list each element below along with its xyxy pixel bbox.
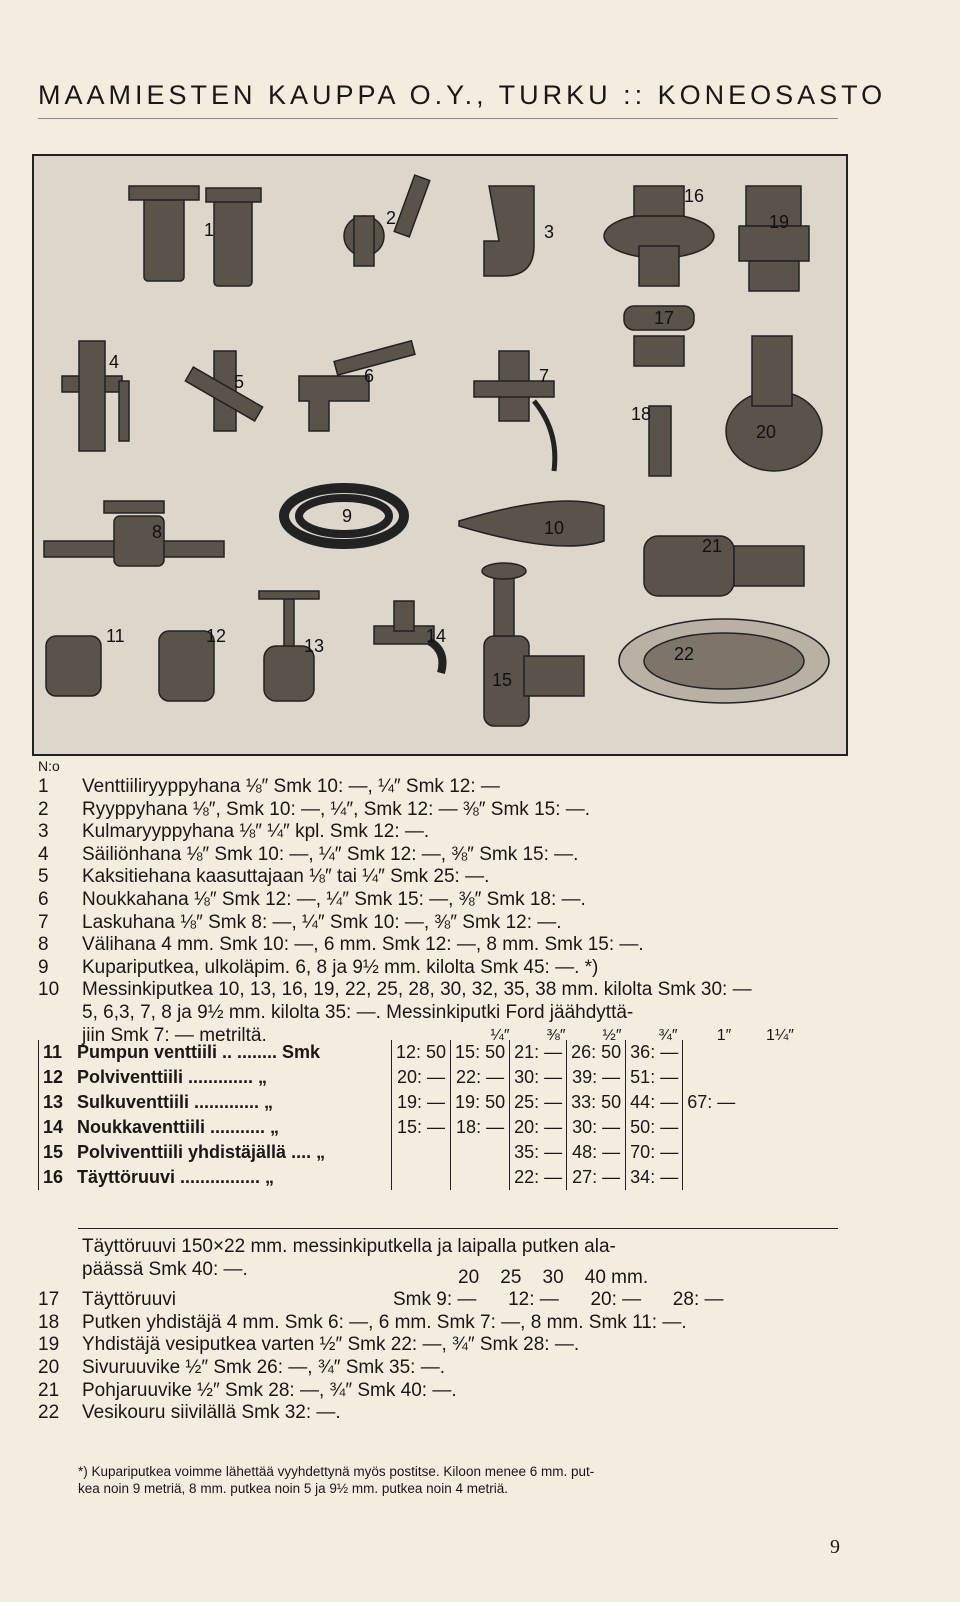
price-cell: 27: — bbox=[567, 1165, 626, 1190]
table-rule bbox=[78, 1228, 838, 1229]
price-cell bbox=[392, 1140, 451, 1165]
price-cell: 26: 50 bbox=[567, 1040, 626, 1065]
price-cell: 19: — bbox=[392, 1090, 451, 1115]
fig-label: 11 bbox=[106, 626, 125, 646]
item-text: Säiliönhana ⅛″ Smk 10: —, ¼″ Smk 12: —, ⅜″ Smk 15: —. bbox=[82, 843, 579, 865]
list-item bbox=[38, 1289, 848, 1312]
price-cell: 15: — bbox=[392, 1115, 451, 1140]
footnote-line: *) Kupariputkea voimme lähettää vyyhdettynä myös postitse. Kiloon menee 6 mm. put- bbox=[78, 1464, 595, 1479]
list-item bbox=[38, 1402, 848, 1425]
table-row bbox=[39, 1140, 740, 1165]
item-text: Välihana 4 mm. Smk 10: —, 6 mm. Smk 12: —, 8 mm. Smk 15: —. bbox=[82, 934, 644, 956]
fig-label: 9 bbox=[342, 506, 353, 526]
row-number: 11 bbox=[39, 1040, 74, 1065]
price-cell bbox=[683, 1040, 740, 1065]
item-prices: Smk 9: — 12: — 20: — 28: — bbox=[393, 1289, 724, 1311]
fig-label: 1 bbox=[204, 220, 215, 240]
fig-label: 4 bbox=[109, 352, 120, 372]
row-name: Noukkaventtiili ........... „ bbox=[77, 1117, 280, 1137]
item-number: 21 bbox=[38, 1379, 60, 1401]
list-item bbox=[38, 776, 848, 799]
item-number: 6 bbox=[38, 888, 49, 910]
row-name: Polviventtiili ............. „ bbox=[77, 1067, 268, 1087]
row-number: 13 bbox=[39, 1090, 74, 1115]
row-number: 16 bbox=[39, 1165, 74, 1190]
price-cell bbox=[683, 1140, 740, 1165]
list-item bbox=[38, 866, 848, 889]
footnote bbox=[78, 1463, 848, 1497]
fig-label: 13 bbox=[304, 636, 325, 656]
item-text: Venttiiliryyppyhana ⅛″ Smk 10: —, ¼″ Smk 12: — bbox=[82, 776, 500, 797]
item-number: 10 bbox=[38, 979, 60, 1001]
fig-label: 16 bbox=[684, 186, 705, 206]
price-cell: 39: — bbox=[567, 1065, 626, 1090]
list-item bbox=[38, 957, 848, 980]
page-number: 9 bbox=[830, 1536, 840, 1558]
item-continuation: 5, 6,3, 7, 8 ja 9½ mm. kilolta 35: —. Messinkiputki Ford jäähdyttä- bbox=[82, 1001, 634, 1023]
list-item bbox=[38, 821, 848, 844]
item-number: 8 bbox=[38, 934, 49, 956]
price-cell bbox=[683, 1165, 740, 1190]
list-item bbox=[38, 889, 848, 912]
list-item bbox=[38, 979, 848, 1002]
fig-label: 20 bbox=[756, 422, 777, 442]
fig-label: 3 bbox=[544, 222, 555, 242]
parts-drawing bbox=[34, 156, 846, 754]
fig-label: 14 bbox=[426, 626, 447, 646]
item-text: Kaksitiehana kaasuttajaan ⅛″ tai ¼″ Smk 25: —. bbox=[82, 866, 490, 888]
item-text: Pohjaruuvike ½″ Smk 28: —, ¾″ Smk 40: —. bbox=[82, 1379, 457, 1401]
list-item bbox=[38, 912, 848, 935]
fig-label: 21 bbox=[702, 536, 723, 556]
list-item bbox=[38, 1334, 848, 1357]
item-text: Kulmaryyppyhana ⅛″ ¼″ kpl. Smk 12: —. bbox=[82, 821, 430, 843]
item-number: 18 bbox=[38, 1311, 60, 1333]
price-cell bbox=[451, 1140, 510, 1165]
row-name: Täyttöruuvi ................ „ bbox=[77, 1167, 275, 1187]
tayttoruuvi-line: Täyttöruuvi 150×22 mm. messinkiputkella ja laipalla putken ala- bbox=[82, 1236, 616, 1257]
item-text: Vesikouru siivilällä Smk 32: —. bbox=[82, 1402, 341, 1424]
price-cell bbox=[683, 1115, 740, 1140]
price-cell: 22: — bbox=[451, 1065, 510, 1090]
fig-label: 18 bbox=[631, 404, 652, 424]
item-text: Yhdistäjä vesiputkea varten ½″ Smk 22: —, ¾″ Smk 28: —. bbox=[82, 1334, 580, 1356]
price-cell: 20: — bbox=[392, 1065, 451, 1090]
price-cell bbox=[683, 1065, 740, 1090]
list-item bbox=[38, 844, 848, 867]
list-item bbox=[38, 1380, 848, 1403]
item-number: 22 bbox=[38, 1402, 60, 1424]
tayttoruuvi-sizes: 20 25 30 40 mm. bbox=[458, 1266, 649, 1288]
fig-label: 15 bbox=[492, 670, 513, 690]
fig-label: 22 bbox=[674, 644, 695, 664]
tayttoruuvi-price: päässä Smk 40: —. bbox=[82, 1258, 248, 1280]
price-cell: 48: — bbox=[567, 1140, 626, 1165]
fig-label: 10 bbox=[544, 518, 565, 538]
table-row bbox=[39, 1040, 740, 1065]
footnote-line: kea noin 9 metriä, 8 mm. putkea noin 5 ja 9½ mm. putkea noin 4 metriä. bbox=[78, 1481, 508, 1496]
table-row bbox=[39, 1115, 740, 1140]
item-text: Putken yhdistäjä 4 mm. Smk 6: —, 6 mm. Smk 7: —, 8 mm. Smk 11: —. bbox=[82, 1311, 687, 1333]
row-number: 14 bbox=[39, 1115, 74, 1140]
price-cell: 33: 50 bbox=[567, 1090, 626, 1115]
row-number: 15 bbox=[39, 1140, 74, 1165]
price-cell: 35: — bbox=[510, 1140, 567, 1165]
item-number: 1 bbox=[38, 776, 49, 797]
price-list-tail bbox=[38, 1236, 848, 1425]
row-number: 12 bbox=[39, 1065, 74, 1090]
price-cell: 30: — bbox=[510, 1065, 567, 1090]
fig-label: 12 bbox=[206, 626, 227, 646]
price-cell bbox=[392, 1165, 451, 1190]
item-continuation-text: jiin Smk 7: — metriltä. bbox=[82, 1024, 267, 1046]
page-header: MAAMIESTEN KAUPPA O.Y., TURKU :: KONEOSASTO bbox=[38, 80, 887, 110]
row-name: Pumpun venttiili .. ........ Smk bbox=[77, 1042, 321, 1062]
parts-illustration bbox=[32, 154, 848, 756]
table-row bbox=[39, 1065, 740, 1090]
list-item bbox=[38, 799, 848, 822]
price-cell: 25: — bbox=[510, 1090, 567, 1115]
size-label: ⅜″ bbox=[546, 1026, 566, 1044]
item-number: 20 bbox=[38, 1356, 60, 1378]
price-cell: 70: — bbox=[626, 1140, 683, 1165]
tayttoruuvi-line bbox=[38, 1258, 848, 1288]
price-cell: 44: — bbox=[626, 1090, 683, 1115]
fig-label: 19 bbox=[769, 212, 790, 232]
valve-price-table bbox=[38, 1040, 848, 1190]
price-cell: 21: — bbox=[510, 1040, 567, 1065]
price-cell: 20: — bbox=[510, 1115, 567, 1140]
item-text: Messinkiputkea 10, 13, 16, 19, 22, 25, 28, 30, 32, 35, 38 mm. kilolta Smk 30: — bbox=[82, 979, 752, 1001]
price-cell: 50: — bbox=[626, 1115, 683, 1140]
list-item bbox=[38, 1357, 848, 1380]
price-cell: 51: — bbox=[626, 1065, 683, 1090]
fig-label: 7 bbox=[539, 366, 550, 386]
fig-label: 17 bbox=[654, 308, 675, 328]
item-number: 2 bbox=[38, 798, 49, 820]
price-cell: 36: — bbox=[626, 1040, 683, 1065]
item-text: Ryyppyhana ⅛″, Smk 10: —, ¼″, Smk 12: — ⅜″ Smk 15: —. bbox=[82, 798, 591, 820]
price-cell: 19: 50 bbox=[451, 1090, 510, 1115]
item-text: Kupariputkea, ulkoläpim. 6, 8 ja 9½ mm. kilolta Smk 45: —. *) bbox=[82, 956, 599, 978]
header-rule bbox=[38, 118, 838, 119]
price-cell: 30: — bbox=[567, 1115, 626, 1140]
price-cell: 22: — bbox=[510, 1165, 567, 1190]
item-number: 3 bbox=[38, 821, 49, 843]
size-label: 1″ bbox=[716, 1026, 732, 1044]
item-text: Täyttöruuvi bbox=[82, 1289, 176, 1311]
fig-label: 6 bbox=[364, 366, 375, 386]
list-item bbox=[38, 934, 848, 957]
price-cell: 67: — bbox=[683, 1090, 740, 1115]
row-name: Polviventtiili yhdistäjällä .... „ bbox=[77, 1142, 326, 1162]
size-label: ¼″ bbox=[490, 1026, 510, 1044]
item-number: 9 bbox=[38, 956, 49, 978]
item-number: 7 bbox=[38, 911, 49, 933]
size-label: 1¼″ bbox=[766, 1026, 794, 1044]
item-text: Noukkahana ⅛″ Smk 12: —, ¼″ Smk 15: —, ⅜″ Smk 18: —. bbox=[82, 888, 586, 910]
row-name: Sulkuventtiili ............. „ bbox=[77, 1092, 274, 1112]
price-cell: 34: — bbox=[626, 1165, 683, 1190]
fig-label: 5 bbox=[234, 372, 245, 392]
price-cell: 12: 50 bbox=[392, 1040, 451, 1065]
price-cell bbox=[451, 1165, 510, 1190]
price-list bbox=[38, 758, 848, 1047]
size-label: ¾″ bbox=[658, 1026, 678, 1044]
item-number: 17 bbox=[38, 1289, 60, 1311]
fig-label: 2 bbox=[386, 208, 397, 228]
price-cell: 15: 50 bbox=[451, 1040, 510, 1065]
item-text: Sivuruuvike ½″ Smk 26: —, ¾″ Smk 35: —. bbox=[82, 1356, 445, 1378]
table-row bbox=[39, 1165, 740, 1190]
fig-label: 8 bbox=[152, 522, 163, 542]
table-row bbox=[39, 1090, 740, 1115]
item-number: 19 bbox=[38, 1334, 60, 1356]
size-label: ½″ bbox=[602, 1026, 622, 1044]
item-text: Laskuhana ⅛″ Smk 8: —, ¼″ Smk 10: —, ⅜″ Smk 12: —. bbox=[82, 911, 562, 933]
item-number: 5 bbox=[38, 866, 49, 888]
number-heading: N:o bbox=[38, 758, 60, 774]
item-number: 4 bbox=[38, 843, 49, 865]
list-item bbox=[38, 1312, 848, 1335]
price-cell: 18: — bbox=[451, 1115, 510, 1140]
